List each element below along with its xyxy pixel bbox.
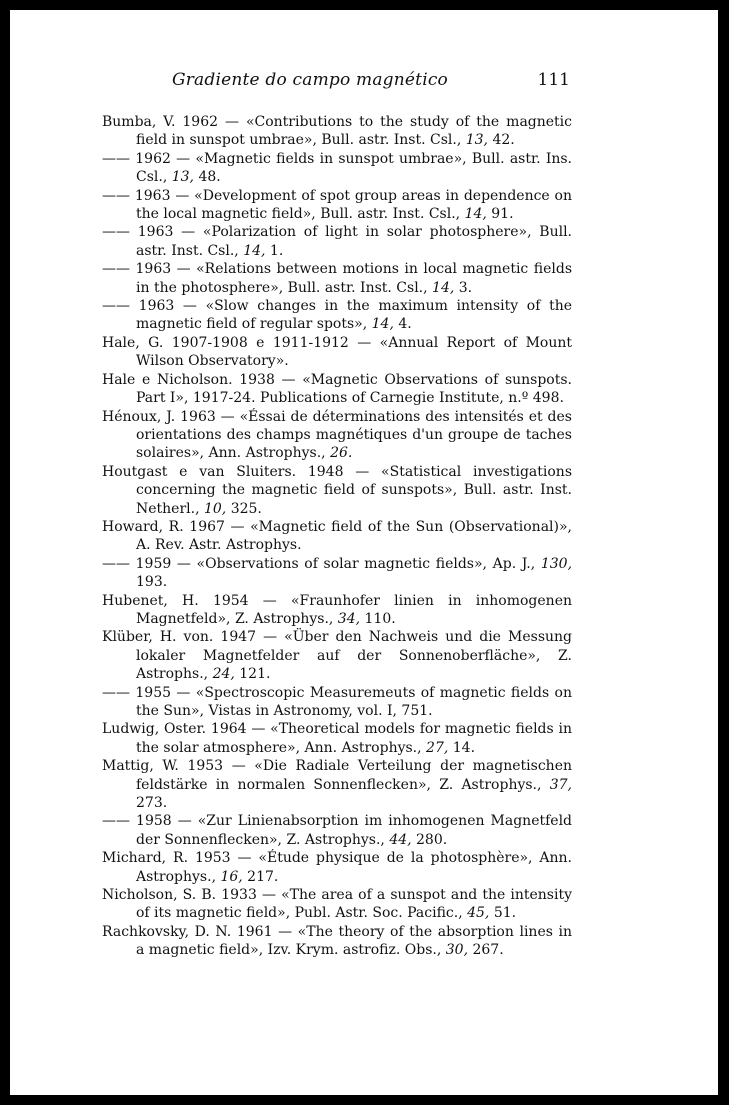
reference-entry: Klüber, H. von. 1947 — «Über den Nachweis und die Messung lokaler Magnetfelder auf der Sonnenoberfläche», Z. Astrophs., 24, 121. [102,629,572,683]
reference-entry: Bumba, V. 1962 — «Contributions to the study of the magnetic field in sunspot umbrae», Bull. astr. Inst. Csl., 13, 42. [102,114,573,149]
reference-entry: Ludwig, Oster. 1964 — «Theoretical models for magnetic fields in the solar atmosphere», Ann. Astrophys., 27, 14. [102,721,572,756]
reference-entry: Hale e Nicholson. 1938 — «Magnetic Observations of sunspots. Part I», 1917-24. Publications of Carnegie Institute, n.º 498. [102,371,572,407]
reference-entry: —— 1963 — «Development of spot group areas in dependence on the local magnetic field», Bull. astr. Inst. Csl., 14, 91. [102,187,573,223]
reference-entry: Howard, R. 1967 — «Magnetic field of the Sun (Observational)», A. Rev. Astr. Astrophys. [102,518,572,554]
reference-entry: —— 1962 — «Magnetic fields in sunspot umbrae», Bull. astr. Ins. Csl., 13, 48. [102,150,573,186]
reference-entry: —— 1959 — «Observations of solar magnetic fields», Ap. J., 130, 193. [102,555,573,591]
reference-entry: —— 1963 — «Slow changes in the maximum intensity of the magnetic field of regular spots», 14, 4. [102,298,572,333]
reference-entry: Houtgast e van Sluiters. 1948 — «Statistical investigations concerning the magnetic field of sunspots», Bull. astr. Inst. Netherl., 10, 325. [102,463,573,517]
page-header [10,70,718,100]
reference-entry: —— 1955 — «Spectroscopic Measuremeuts of magnetic fields on the Sun», Vistas in Astronomy, vol. I, 751. [102,684,572,719]
reference-entry: Hubenet, H. 1954 — «Fraunhofer linien in inhomogenen Magnetfeld», Z. Astrophys., 34, 110. [102,592,572,627]
reference-entry: —— 1963 — «Polarization of light in solar photosphere», Bull. astr. Inst. Csl., 14, 1. [102,224,573,259]
page [10,10,718,1095]
reference-entry: Hénoux, J. 1963 — «Éssai de déterminations des intensités et des orientations des champs magnétiques d'un groupe de taches solaires», Ann. Astrophys., 26. [102,408,572,462]
reference-entry: Mattig, W. 1953 — «Die Radiale Verteilung der magnetischen feldstärke in normalen Sonnenflecken», Z. Astrophys., 37, 273. [102,758,573,812]
reference-entry: —— 1958 — «Zur Linienabsorption im inhomogenen Magnetfeld der Sonnenflecken», Z. Astrophys., 44, 280. [102,813,573,848]
reference-entry: Nicholson, S. B. 1933 — «The area of a sunspot and the intensity of its magnetic field», Publ. Astr. Soc. Pacific., 45, 51. [102,887,572,922]
reference-entry: —— 1963 — «Relations between motions in local magnetic fields in the photosphere», Bull. astr. Inst. Csl., 14, 3. [102,261,573,296]
reference-entry: Rachkovsky, D. N. 1961 — «The theory of the absorption lines in a magnetic field», Izv. Krym. astrofiz. Obs., 30, 267. [102,923,573,959]
reference-entry: Michard, R. 1953 — «Étude physique de la photosphère», Ann. Astrophys., 16, 217. [102,850,573,885]
reference-entry: Hale, G. 1907-1908 e 1911-1912 — «Annual Report of Mount Wilson Observatory». [102,334,573,370]
page-number: 111 [537,70,570,90]
running-title: Gradiente do campo magnético [171,70,448,90]
reference-list [102,113,572,960]
